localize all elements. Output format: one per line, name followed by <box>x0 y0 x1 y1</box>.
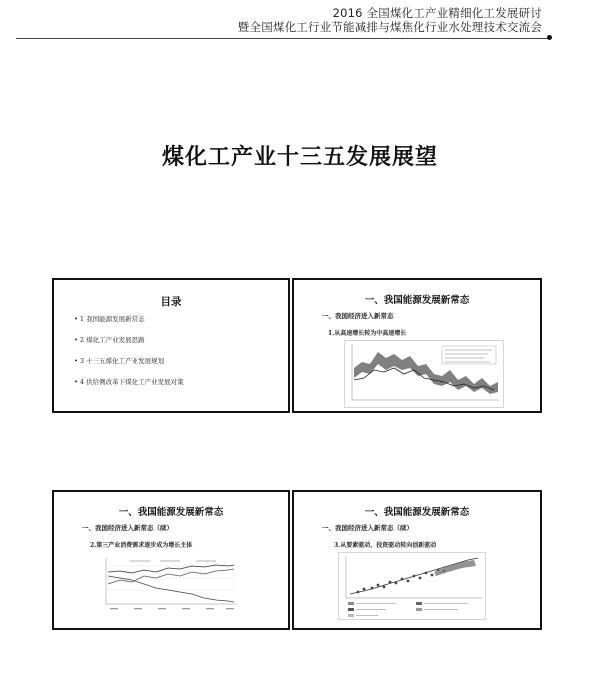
page-title: 煤化工产业十三五发展展望 <box>161 144 438 170</box>
slide-innovation <box>292 490 542 630</box>
toc-item: • 4 供给侧改革下煤化工产业发展对策 <box>74 378 184 386</box>
growth-chart-figure <box>344 340 504 408</box>
slide-title: 一、我国能源发展新常态 <box>364 295 470 306</box>
slide-subtitle: 一、我国经济进入新常态（续） <box>82 524 173 532</box>
toc-heading: 目录 <box>160 296 182 308</box>
toc-list <box>74 316 184 400</box>
toc-item: • 1 我国能源发展新常态 <box>74 315 145 323</box>
slide-title: 一、我国能源发展新常态 <box>118 507 224 518</box>
header-line-1: 2016 全国煤化工产业精细化工发展研讨 <box>332 6 542 20</box>
header-dot-icon <box>547 35 552 40</box>
conference-header <box>238 6 542 34</box>
slide-title: 一、我国能源发展新常态 <box>364 507 470 518</box>
toc-item: • 2 煤化工产业发展思路 <box>74 336 145 344</box>
slide-toc <box>52 278 290 413</box>
innovation-chart-figure <box>338 552 486 620</box>
slide-subtitle: 一、我国经济进入新常态（续） <box>322 524 413 532</box>
slide-point: 1.从高速增长转为中高速增长 <box>328 330 407 337</box>
header-rule <box>16 38 550 39</box>
slide-consumption <box>52 490 290 630</box>
toc-item: • 3 十三五煤化工产业发展规划 <box>74 357 165 365</box>
header-line-2: 暨全国煤化工行业节能减排与煤焦化行业水处理技术交流会 <box>237 20 542 34</box>
slide-point: 2.第三产业消费需求逐步成为增长主体 <box>90 542 193 549</box>
slide-point: 3.从要素驱动、投资驱动转向创新驱动 <box>334 542 437 549</box>
slide-growth <box>292 278 542 413</box>
slide-subtitle: 一、我国经济进入新常态 <box>322 312 394 320</box>
consumption-chart-figure <box>100 554 240 614</box>
